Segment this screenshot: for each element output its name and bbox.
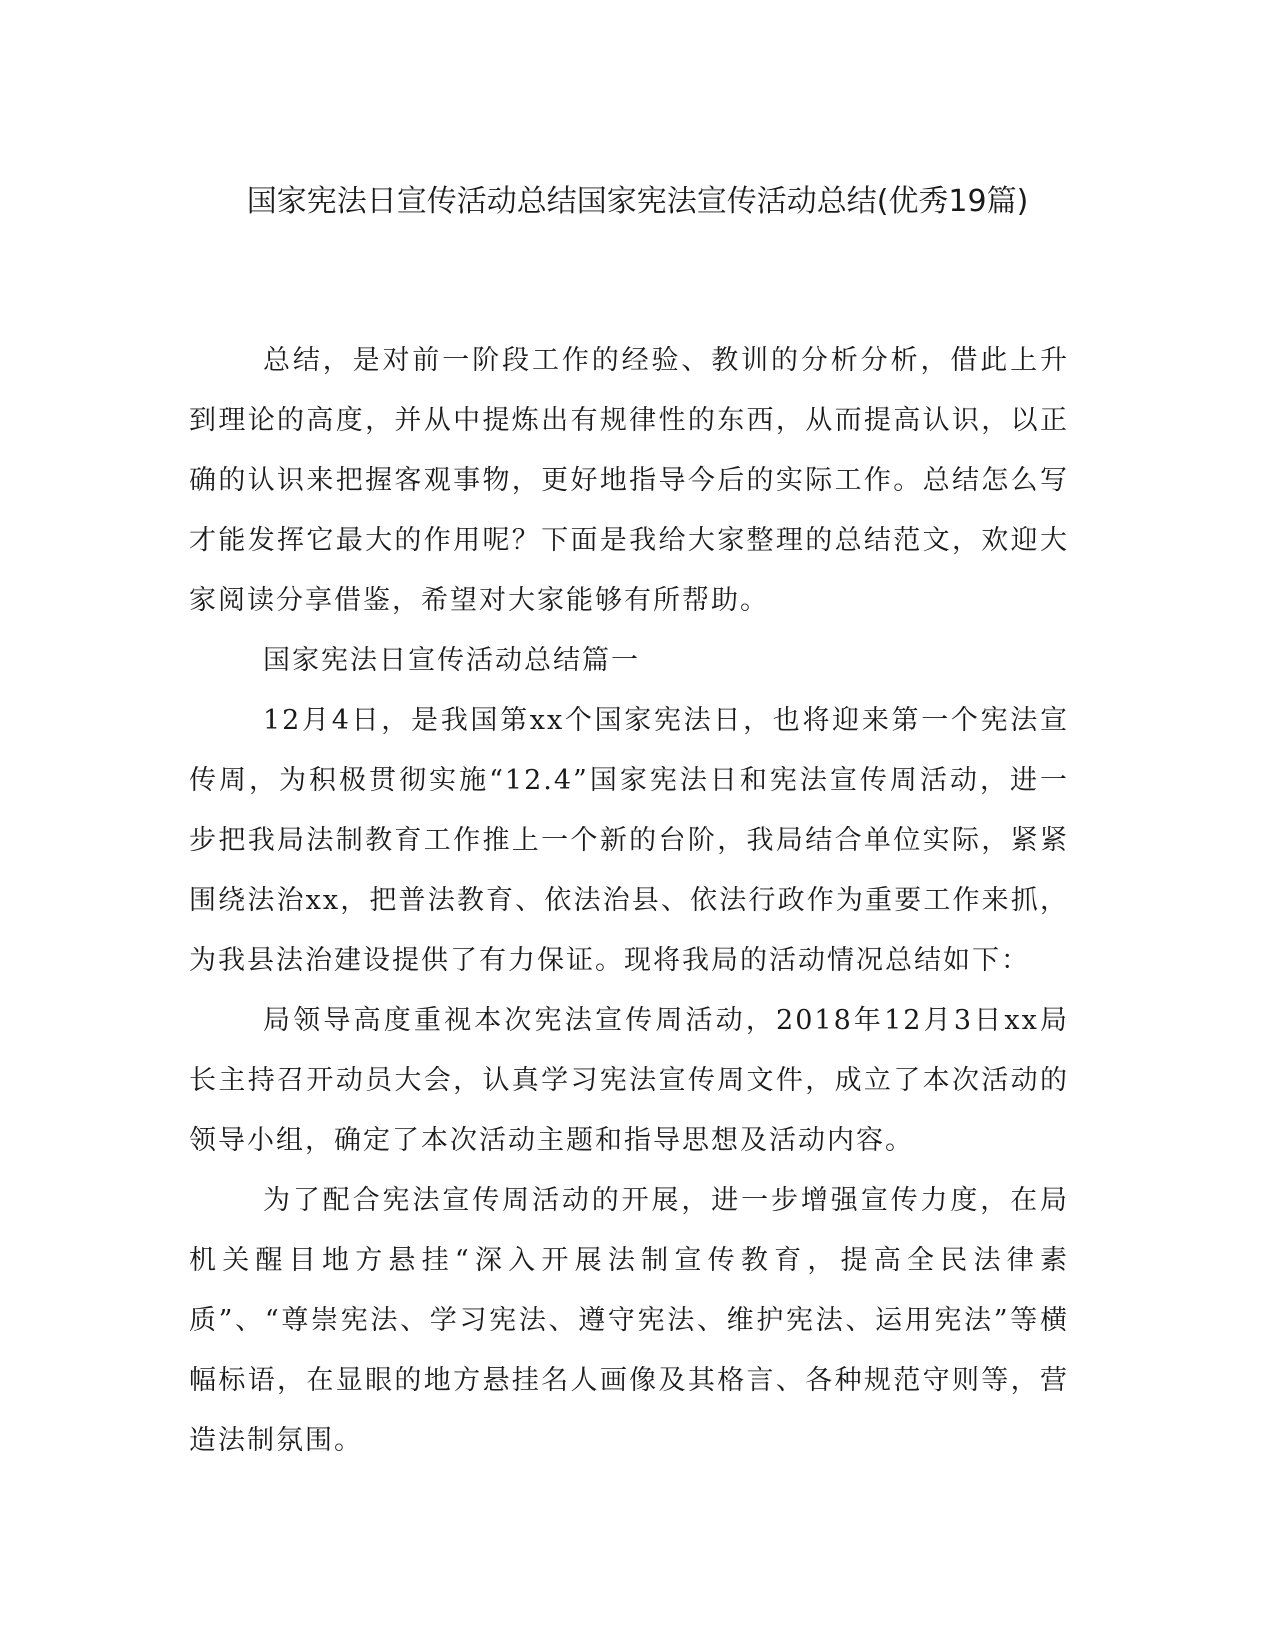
- body-paragraph: 局领导高度重视本次宪法宣传周活动，2018年12月3日xx局长主持召开动员大会，认真学习宪法宣传周文件，成立了本次活动的领导小组，确定了本次活动主题和指导思想及活动内容。: [189, 1005, 1069, 1156]
- document-body: [189, 331, 1069, 1471]
- document-title: 国家宪法日宣传活动总结国家宪法宣传活动总结(优秀19篇): [246, 184, 1029, 219]
- intro-paragraph: 总结，是对前一阶段工作的经验、教训的分析分析，借此上升到理论的高度，并从中提炼出有规律性的东西，从而提高认识，以正确的认识来把握客观事物，更好地指导今后的实际工作。总结怎么写才能发挥它最大的作用呢？下面是我给大家整理的总结范文，欢迎大家阅读分享借鉴，希望对大家能够有所帮助。: [189, 345, 1069, 616]
- section-heading: 国家宪法日宣传活动总结篇一: [263, 645, 640, 676]
- body-paragraph: 为了配合宪法宣传周活动的开展，进一步增强宣传力度，在局机关醒目地方悬挂“深入开展法制宣传教育，提高全民法律素质”、“尊崇宪法、学习宪法、遵守宪法、维护宪法、运用宪法”等横幅标语，在显眼的地方悬挂名人画像及其格言、各种规范守则等，营造法制氛围。: [189, 1185, 1069, 1456]
- body-paragraph: 12月4日，是我国第xx个国家宪法日，也将迎来第一个宪法宣传周，为积极贯彻实施“12.4”国家宪法日和宪法宣传周活动，进一步把我局法制教育工作推上一个新的台阶，我局结合单位实际，紧紧围绕法治xx，把普法教育、依法治县、依法行政作为重要工作来抓，为我县法治建设提供了有力保证。现将我局的活动情况总结如下：: [189, 705, 1069, 976]
